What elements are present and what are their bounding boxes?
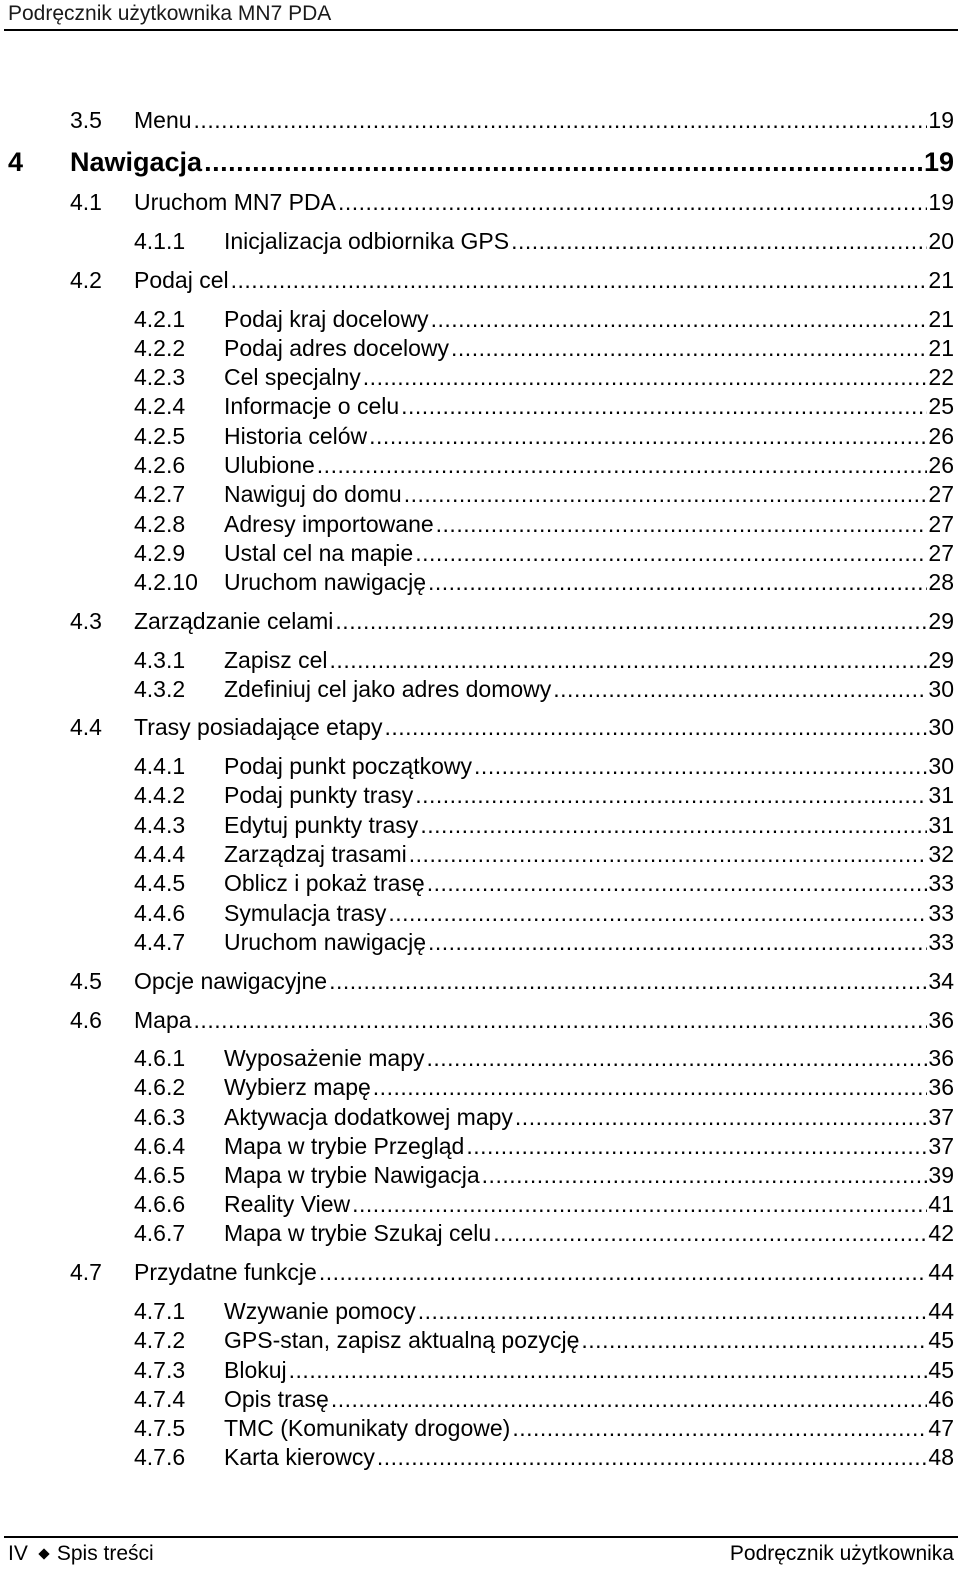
toc-entry-number: 4.5 [70,968,102,994]
toc-entry-number: 4.4.6 [134,900,186,926]
toc-dot-leader [512,1415,927,1442]
toc-entry[interactable] [134,393,954,420]
toc-entry-number: 4.2.3 [134,364,186,390]
toc-entry-title: Edytuj punkty trasy [224,812,419,838]
toc-entry-title: Inicjalizacja odbiornika GPS [224,228,510,254]
toc-entry-title: Trasy posiadające etapy [134,714,383,740]
footer-page-label: IV [8,1542,28,1565]
toc-entry-title: Opcje nawigacyjne [134,968,328,994]
toc-entry-number: 4.2.8 [134,511,186,537]
toc-entry[interactable] [134,364,954,391]
toc-entry-number: 4.3.1 [134,647,186,673]
toc-entry-page: 21 [928,306,954,332]
toc-entry[interactable] [134,511,954,538]
toc-dot-leader [418,1298,928,1325]
toc-entry-title: Ustal cel na mapie [224,540,414,566]
toc-dot-leader [466,1133,927,1160]
toc-entry-number: 4.7 [70,1259,102,1285]
toc-dot-leader [409,841,928,868]
toc-entry[interactable] [134,1133,954,1160]
toc-entry-number: 4.7.6 [134,1444,186,1470]
toc-entry-number: 4.7.4 [134,1386,186,1412]
toc-entry-title: TMC (Komunikaty drogowe) [224,1415,511,1441]
toc-dot-leader [289,1357,928,1384]
toc-entry-number: 4.2.10 [134,569,198,595]
toc-entry[interactable] [134,569,954,596]
toc-entry-title: GPS-stan, zapisz aktualną pozycję [224,1327,580,1353]
toc-entry-number: 4.3 [70,608,102,634]
toc-entry-page: 19 [928,107,954,133]
toc-entry-title: Blokuj [224,1357,287,1383]
toc-entry-number: 4.6.5 [134,1162,186,1188]
footer-left [8,1542,154,1566]
toc-entry-number: 4 [8,147,24,177]
toc-entry-title: Zapisz cel [224,647,328,673]
toc-entry-number: 4.4.1 [134,753,186,779]
toc-dot-leader [581,1327,927,1354]
toc-dot-leader [404,481,928,508]
toc-dot-leader [231,267,928,294]
toc-entry-title: Mapa w trybie Nawigacja [224,1162,480,1188]
toc-entry-title: Wzywanie pomocy [224,1298,416,1324]
toc-entry-title: Wyposażenie mapy [224,1045,425,1071]
toc-entry-title: Podaj cel [134,267,229,293]
toc-entry-title: Wybierz mapę [224,1074,371,1100]
toc-entry-page: 30 [928,753,954,779]
toc-entry-page: 32 [928,841,954,867]
toc-entry-title: Nawiguj do domu [224,481,402,507]
toc-entry[interactable] [70,608,954,635]
toc-entry-page: 26 [928,423,954,449]
toc-entry-title: Informacje o celu [224,393,400,419]
toc-entry[interactable] [134,335,954,362]
toc-dot-leader [194,107,928,134]
toc-entry[interactable] [134,306,954,333]
toc-entry[interactable] [70,1259,954,1286]
toc-entry[interactable] [134,481,954,508]
toc-dot-leader [428,569,927,596]
toc-entry-number: 4.4.4 [134,841,186,867]
toc-entry-page: 33 [928,929,954,955]
toc-entry[interactable] [134,1415,954,1442]
toc-entry-title: Adresy importowane [224,511,434,537]
toc-entry[interactable] [134,929,954,956]
toc-entry-number: 4.2.9 [134,540,186,566]
toc-entry-number: 4.3.2 [134,676,186,702]
toc-entry[interactable] [70,968,954,995]
toc-entry[interactable] [134,228,954,255]
toc-entry-page: 25 [928,393,954,419]
toc-entry-page: 29 [928,647,954,673]
toc-entry-title: Aktywacja dodatkowej mapy [224,1104,513,1130]
toc-dot-leader [427,1045,928,1072]
toc-entry-page: 19 [923,147,954,177]
toc-entry-title: Oblicz i pokaż trasę [224,870,425,896]
toc-entry-page: 30 [928,676,954,702]
toc-entry-number: 4.6.4 [134,1133,186,1159]
toc-entry[interactable] [134,1444,954,1471]
toc-entry-page: 41 [928,1191,954,1217]
toc-entry-title: Podaj punkty trasy [224,782,414,808]
toc-entry-title: Podaj adres docelowy [224,335,450,361]
toc-dot-leader [388,900,927,927]
page-header-title: Podręcznik użytkownika MN7 PDA [8,2,332,25]
toc-entry-number: 4.7.2 [134,1327,186,1353]
toc-entry-page: 21 [928,335,954,361]
toc-entry-page: 45 [928,1357,954,1383]
toc-entry-title: Cel specjalny [224,364,361,390]
toc-entry-page: 36 [928,1074,954,1100]
toc-entry[interactable] [134,423,954,450]
toc-entry-title: Zarządzaj trasami [224,841,407,867]
toc-entry-page: 26 [928,452,954,478]
toc-entry-number: 4.2 [70,267,102,293]
toc-entry-number: 4.6 [70,1007,102,1033]
toc-dot-leader [317,452,928,479]
toc-entry-page: 33 [928,870,954,896]
toc-dot-leader [451,335,927,362]
toc-dot-leader [384,714,927,741]
toc-entry-page: 48 [928,1444,954,1470]
toc-entry-number: 4.6.3 [134,1104,186,1130]
toc-entry-title: Ulubione [224,452,315,478]
toc-entry[interactable] [134,540,954,567]
toc-entry[interactable] [70,267,954,294]
toc-entry[interactable] [134,1074,954,1101]
toc-entry[interactable] [134,1327,954,1354]
toc-entry-number: 4.4.3 [134,812,186,838]
toc-entry[interactable] [134,1220,954,1247]
toc-entry[interactable] [70,189,954,216]
toc-entry[interactable] [134,753,954,780]
toc-entry-number: 4.7.1 [134,1298,186,1324]
toc-dot-leader [420,812,927,839]
toc-entry[interactable] [134,1386,954,1413]
toc-entry-page: 47 [928,1415,954,1441]
toc-entry-page: 33 [928,900,954,926]
toc-entry[interactable] [70,1007,954,1034]
toc-entry[interactable] [134,782,954,809]
toc-entry[interactable] [134,452,954,479]
toc-dot-leader [369,423,927,450]
toc-entry[interactable] [134,1045,954,1072]
toc-dot-leader [427,870,928,897]
toc-entry-page: 29 [928,608,954,634]
toc-entry-title: Opis trasę [224,1386,329,1412]
toc-entry-number: 4.4 [70,714,102,740]
toc-entry-title: Historia celów [224,423,368,449]
toc-entry-page: 37 [928,1104,954,1130]
toc-entry-title: Uruchom MN7 PDA [134,189,336,215]
toc-dot-leader [493,1220,927,1247]
toc-dot-leader [515,1104,927,1131]
toc-entry[interactable] [134,900,954,927]
toc-entry[interactable] [134,676,954,703]
toc-entry-page: 36 [928,1007,954,1033]
toc-entry-title: Zarządzanie celami [134,608,334,634]
toc-entry-title: Karta kierowcy [224,1444,375,1470]
toc-entry-number: 4.7.3 [134,1357,186,1383]
toc-dot-leader [474,753,927,780]
toc-entry-page: 42 [928,1220,954,1246]
toc-entry-title: Uruchom nawigację [224,929,426,955]
toc-entry-page: 31 [928,782,954,808]
toc-entry-page: 31 [928,812,954,838]
toc-entry-page: 46 [928,1386,954,1412]
toc-entry[interactable] [70,107,954,134]
toc-entry-number: 3.5 [70,107,102,133]
toc-entry-number: 4.2.1 [134,306,186,332]
toc-entry-number: 4.6.2 [134,1074,186,1100]
toc-entry-page: 44 [928,1298,954,1324]
toc-entry-title: Mapa w trybie Przegląd [224,1133,465,1159]
toc-dot-leader [363,364,928,391]
toc-entry-title: Podaj kraj docelowy [224,306,429,332]
toc-dot-leader [415,782,927,809]
toc-entry-page: 27 [928,481,954,507]
toc-entry-title: Symulacja trasy [224,900,387,926]
toc-entry[interactable] [134,1162,954,1189]
toc-entry-number: 4.2.4 [134,393,186,419]
toc-entry-title: Reality View [224,1191,351,1217]
toc-entry-title: Mapa [134,1007,192,1033]
toc-dot-leader [352,1191,927,1218]
toc-dot-leader [401,393,927,420]
toc-entry-number: 4.6.7 [134,1220,186,1246]
toc-entry[interactable] [70,714,954,741]
toc-entry[interactable] [134,1298,954,1325]
toc-entry-title: Nawigacja [70,147,203,177]
toc-dot-leader [330,647,928,674]
toc-entry-title: Menu [134,107,192,133]
toc-entry-page: 30 [928,714,954,740]
toc-entry-number: 4.4.7 [134,929,186,955]
toc-entry-number: 4.1.1 [134,228,186,254]
toc-entry-page: 28 [928,569,954,595]
toc-entry-number: 4.2.2 [134,335,186,361]
toc-entry-page: 37 [928,1133,954,1159]
toc-dot-leader [415,540,927,567]
toc-entry-page: 20 [928,228,954,254]
toc-entry[interactable] [134,1357,954,1384]
toc-entry[interactable] [134,1191,954,1218]
toc-entry-page: 44 [928,1259,954,1285]
toc-entry-title: Uruchom nawigację [224,569,426,595]
toc-entry-title: Zdefiniuj cel jako adres domowy [224,676,552,702]
footer-right-title: Podręcznik użytkownika [729,1542,954,1565]
toc-dot-leader [331,1386,928,1413]
toc-entry-number: 4.4.2 [134,782,186,808]
toc-entry[interactable] [134,841,954,868]
toc-entry-page: 27 [928,511,954,537]
toc-entry-page: 22 [928,364,954,390]
toc-dot-leader [319,1259,928,1286]
toc-dot-leader [194,1007,928,1034]
toc-dot-leader [482,1162,928,1189]
toc-entry-number: 4.6.6 [134,1191,186,1217]
toc-dot-leader [329,968,927,995]
toc-entry-number: 4.2.5 [134,423,186,449]
toc-dot-leader [428,929,927,956]
toc-entry-number: 4.6.1 [134,1045,186,1071]
footer-divider [4,1536,958,1538]
toc-entry-page: 19 [928,189,954,215]
toc-entry-page: 39 [928,1162,954,1188]
toc-entry-page: 45 [928,1327,954,1353]
toc-entry-number: 4.4.5 [134,870,186,896]
toc-entry-number: 4.7.5 [134,1415,186,1441]
toc-entry-title: Przydatne funkcje [134,1259,317,1285]
toc-dot-leader [377,1444,928,1471]
toc-entry-number: 4.2.7 [134,481,186,507]
toc-entry-page: 34 [928,968,954,994]
toc-entry-title: Mapa w trybie Szukaj celu [224,1220,492,1246]
toc-dot-leader [338,189,927,216]
toc-entry-page: 36 [928,1045,954,1071]
toc-entry[interactable] [134,870,954,897]
toc-entry-number: 4.1 [70,189,102,215]
footer-section-name: Spis treści [56,1542,154,1565]
toc-dot-leader [511,228,927,255]
toc-entry-page: 27 [928,540,954,566]
toc-entry-number: 4.2.6 [134,452,186,478]
diamond-icon [38,1548,49,1559]
toc-entry[interactable] [134,1104,954,1131]
toc-dot-leader [431,306,928,333]
toc-dot-leader [436,511,928,538]
toc-dot-leader [204,147,923,178]
toc-entry-page: 21 [928,267,954,293]
toc-entry-title: Podaj punkt początkowy [224,753,473,779]
toc-entry[interactable] [134,812,954,839]
toc-entry[interactable] [8,147,954,178]
toc-dot-leader [335,608,927,635]
toc-dot-leader [553,676,927,703]
toc-dot-leader [373,1074,928,1101]
toc-entry[interactable] [134,647,954,674]
